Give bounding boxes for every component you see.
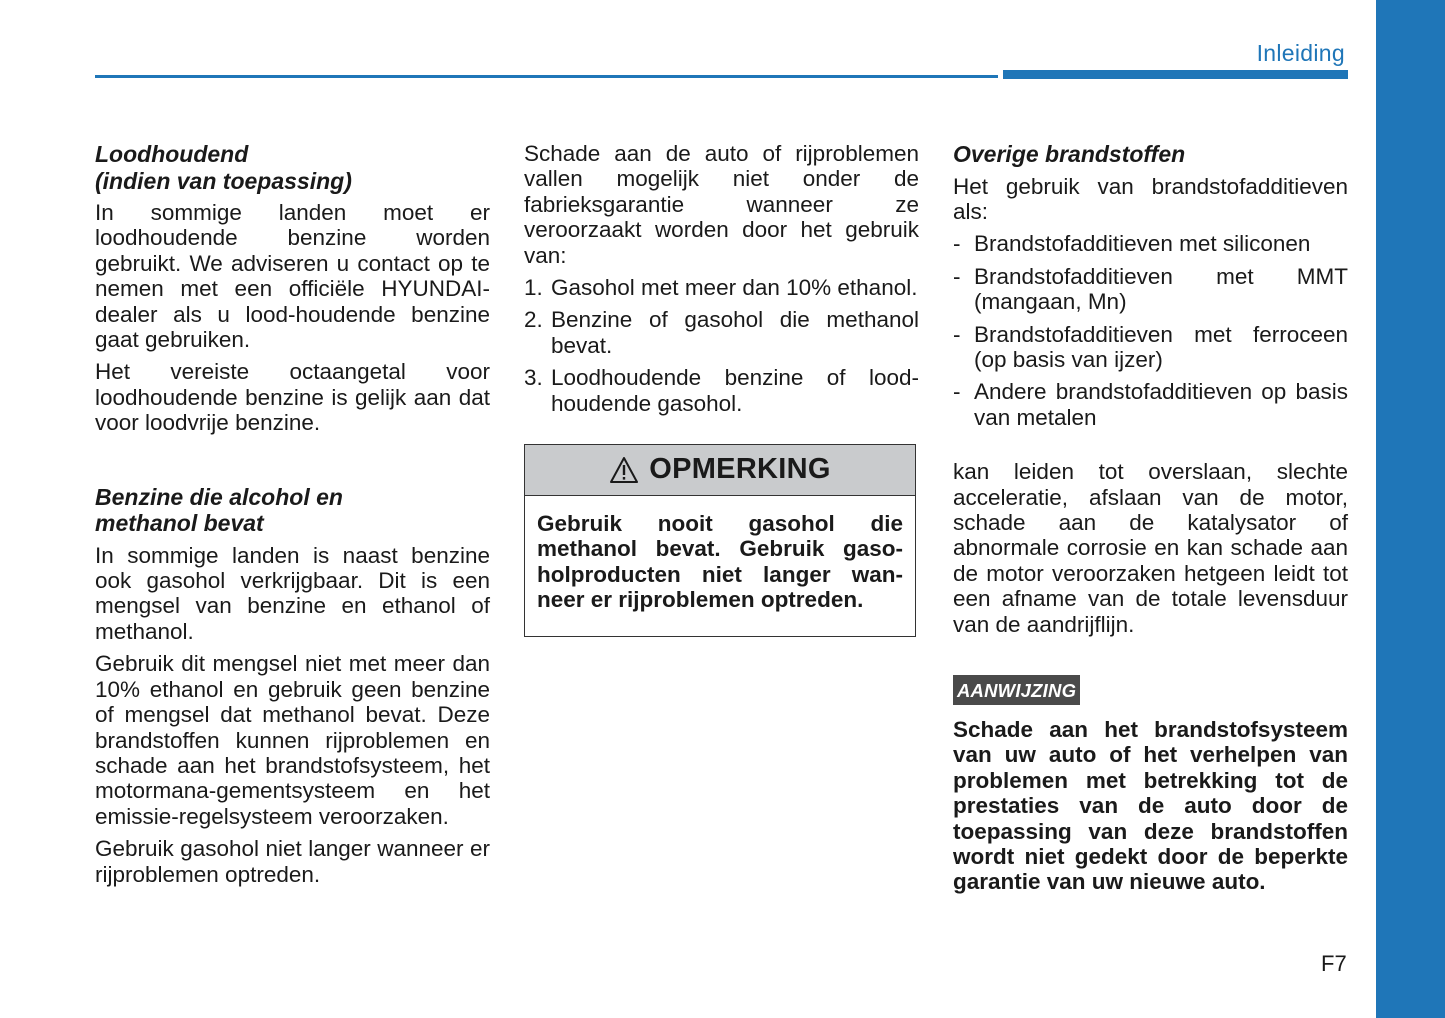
notice-title: OPMERKING xyxy=(649,453,831,486)
list-item-text: Andere brandstofadditieven op basis van metalen xyxy=(974,379,1348,430)
heading-alcohol-line1: Benzine die alcohol en xyxy=(95,483,343,510)
list-item-dash: - xyxy=(953,231,961,257)
column-left xyxy=(95,141,490,894)
heading-overige-brandstoffen: Overige brandstoffen xyxy=(953,141,1186,167)
list-item-text: Benzine of gasohol die methanol bevat. xyxy=(551,307,919,358)
paragraph-octane: Het vereiste octaangetal voor loodhoudende benzine is gelijk aan dat voor loodvrije benzine. xyxy=(95,359,490,436)
list-item xyxy=(953,264,1348,315)
notice-header xyxy=(525,445,915,496)
paragraph-mixture-limits: Gebruik dit mengsel niet met meer dan 10% ethanol en gebruik geen benzine of mengsel dat methanol bevat. Deze brandstoffen kunnen rijproblemen en schade aan het brandstofsysteem, het motormana-gementsysteem en het emissie-regelsysteem veroorzaken. xyxy=(95,651,490,829)
numbered-list xyxy=(524,275,919,416)
hint-text: Schade aan het brandstofsysteem van uw auto of het verhelpen van problemen met betrekking tot de prestaties van de auto door de toepassing van deze brandstoffen wordt niet gedekt door de beperkte garantie van uw nieuwe auto. xyxy=(953,717,1348,895)
list-item-dash: - xyxy=(953,379,961,405)
additives-list xyxy=(953,231,1348,430)
list-item-number: 1. xyxy=(524,275,543,301)
paragraph-warranty-intro: Schade aan de auto of rijproblemen vallen mogelijk niet onder de fabrieksgarantie wanneer ze veroorzaakt worden door het gebruik van: xyxy=(524,141,919,268)
page-number: F7 xyxy=(1321,951,1347,976)
header-rule-thin xyxy=(95,75,998,78)
list-item-number: 2. xyxy=(524,307,543,333)
list-item-dash: - xyxy=(953,263,961,289)
list-item-text: Brandstofadditieven met siliconen xyxy=(974,231,1311,257)
paragraph-leaded-countries: In sommige landen moet er loodhoudende benzine worden gebruikt. We adviseren u contact op te nemen met een officiële HYUNDAI-dealer als u lood-houdende benzine gaat gebruiken. xyxy=(95,200,490,353)
list-item xyxy=(524,307,919,358)
notice-body: Gebruik nooit gasohol die methanol bevat. Gebruik gaso-holproducten niet langer wan-neer er rijproblemen optreden. xyxy=(537,511,903,613)
list-item xyxy=(953,379,1348,430)
heading-loodhoudend xyxy=(95,141,490,194)
list-item xyxy=(953,322,1348,373)
heading-alcohol-line2: methanol bevat xyxy=(95,510,264,537)
list-item-dash: - xyxy=(953,321,961,347)
list-item-number: 3. xyxy=(524,365,543,391)
paragraph-gasohol-available: In sommige landen is naast benzine ook gasohol verkrijgbaar. Dit is een mengsel van benzine en ethanol of methanol. xyxy=(95,542,490,644)
list-item xyxy=(953,231,1348,256)
list-item-text: Gasohol met meer dan 10% ethanol. xyxy=(551,275,918,301)
list-item-text: Brandstofadditieven met MMT (mangaan, Mn) xyxy=(974,263,1348,315)
heading-loodhoudend-line1: Loodhoudend xyxy=(95,141,249,167)
paragraph-consequences: kan leiden tot overslaan, slechte acceleratie, afslaan van de motor, schade aan de katalysator of abnormale corrosie en kan schade aan de motor veroorzaken hetgeen leidt tot een afname van de totale levensduur van de aandrijflijn. xyxy=(953,459,1348,637)
list-item-text: Loodhoudende benzine of lood-houdende gasohol. xyxy=(551,365,919,416)
list-item xyxy=(524,365,919,416)
list-item-text: Brandstofadditieven met ferroceen (op basis van ijzer) xyxy=(974,321,1348,372)
column-middle xyxy=(524,141,919,637)
notice-box xyxy=(524,444,916,637)
hint-badge: AANWIJZING xyxy=(953,675,1080,705)
section-title: Inleiding xyxy=(1256,40,1345,66)
header-rule-thick xyxy=(1003,70,1348,79)
heading-loodhoudend-line2: (indien van toepassing) xyxy=(95,167,352,194)
warning-triangle-icon xyxy=(609,456,639,484)
column-right xyxy=(953,141,1348,902)
list-item xyxy=(524,275,919,300)
heading-alcohol-methanol xyxy=(95,484,490,537)
paragraph-stop-gasohol: Gebruik gasohol niet langer wanneer er rijproblemen optreden. xyxy=(95,836,490,887)
side-color-bar xyxy=(1376,0,1445,1018)
paragraph-additives-intro: Het gebruik van brandstofadditieven als: xyxy=(953,173,1348,224)
